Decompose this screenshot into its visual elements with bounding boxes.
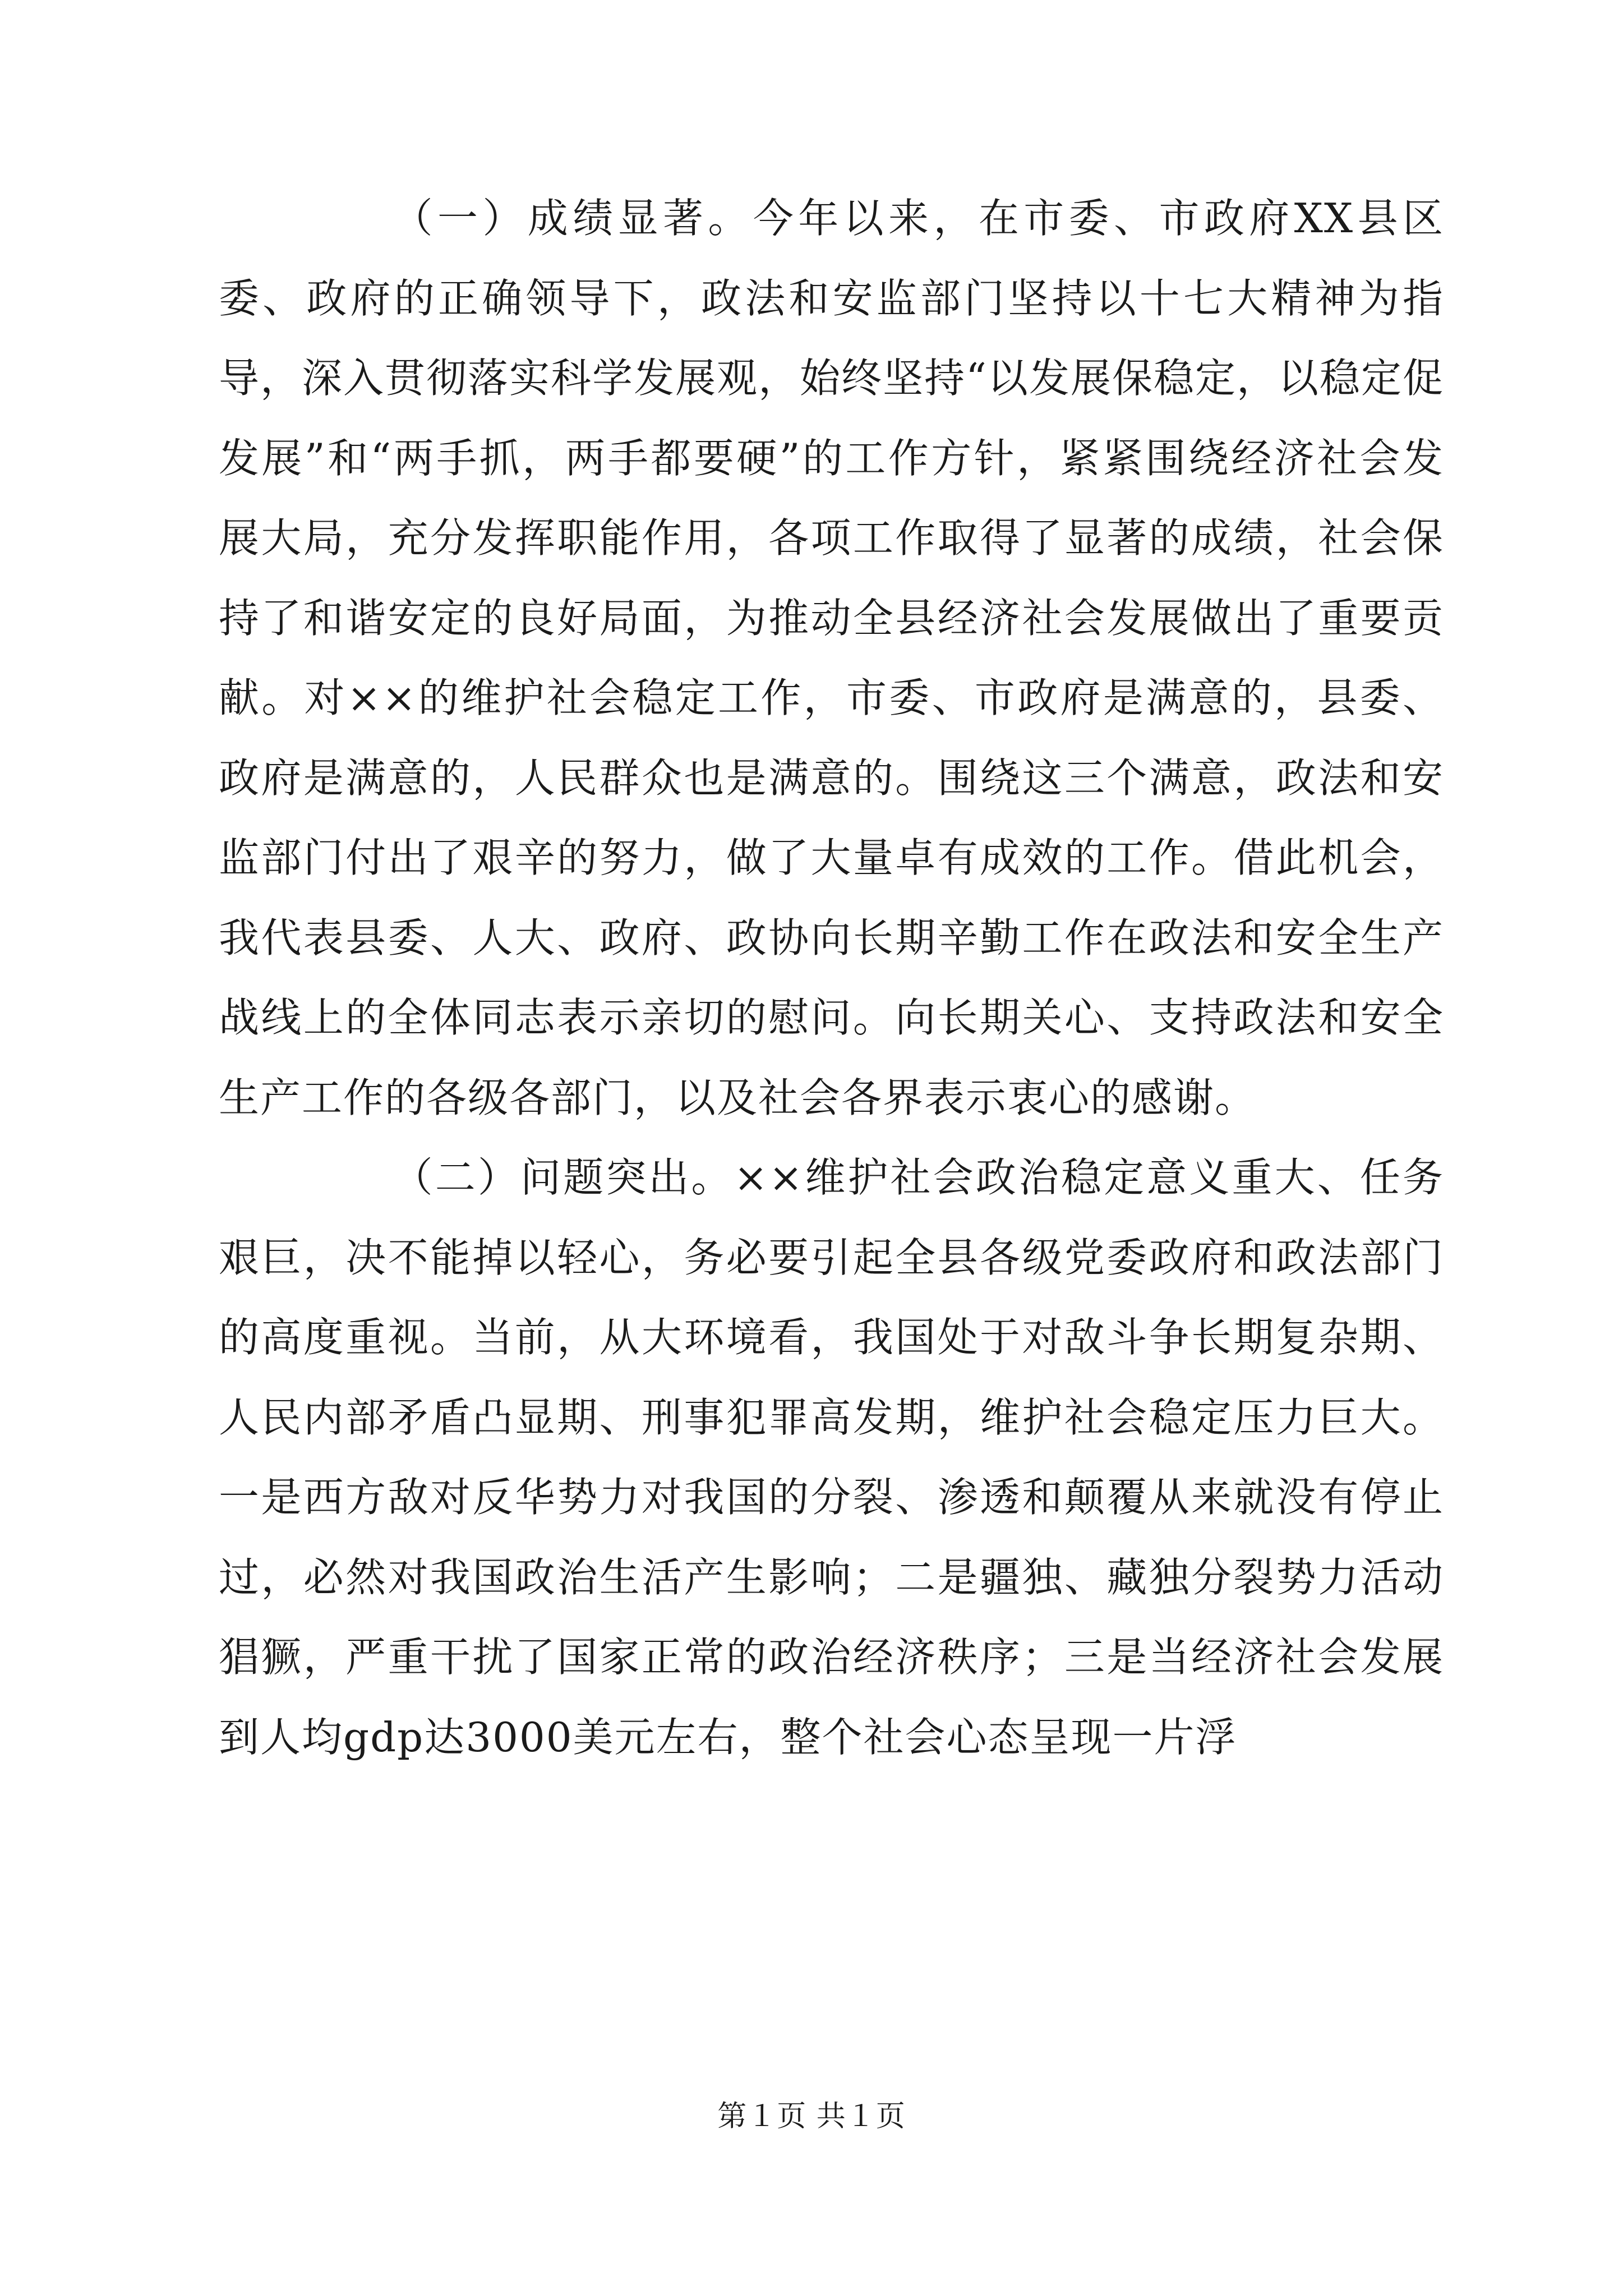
document-body [219,178,1444,1777]
paragraph-achievements: （一）成绩显著。今年以来，在市委、市政府XX县区委、政府的正确领导下，政法和安监部门坚持以十七大精神为指导，深入贯彻落实科学发展观，始终坚持“以发展保稳定，以稳定促发展”和“两手抓，两手都要硬”的工作方针，紧紧围绕经济社会发展大局，充分发挥职能作用，各项工作取得了显著的成绩，社会保持了和谐安定的良好局面，为推动全县经济社会发展做出了重要贡献。对××的维护社会稳定工作，市委、市政府是满意的，县委、政府是满意的，人民群众也是满意的。围绕这三个满意，政法和安监部门付出了艰辛的努力，做了大量卓有成效的工作。借此机会，我代表县委、人大、政府、政协向长期辛勤工作在政法和安全生产战线上的全体同志表示亲切的慰问。向长期关心、支持政法和安全生产工作的各级各部门，以及社会各界表示衷心的感谢。 [219,195,1444,1121]
page-number-footer: 第１页 共１页 [717,2100,906,2133]
paragraph-problems: （二）问题突出。××维护社会政治稳定意义重大、任务艰巨，决不能掉以轻心，务必要引起全县各级党委政府和政法部门的高度重视。当前，从大环境看，我国处于对敌斗争长期复杂期、人民内部矛盾凸显期、刑事犯罪高发期，维护社会稳定压力巨大。一是西方敌对反华势力对我国的分裂、渗透和颠覆从来就没有停止过，必然对我国政治生活产生影响；二是疆独、藏独分裂势力活动猖獗，严重干扰了国家正常的政治经济秩序；三是当经济社会发展到人均gdp达3000美元左右，整个社会心态呈现一片浮 [219,1154,1444,1761]
